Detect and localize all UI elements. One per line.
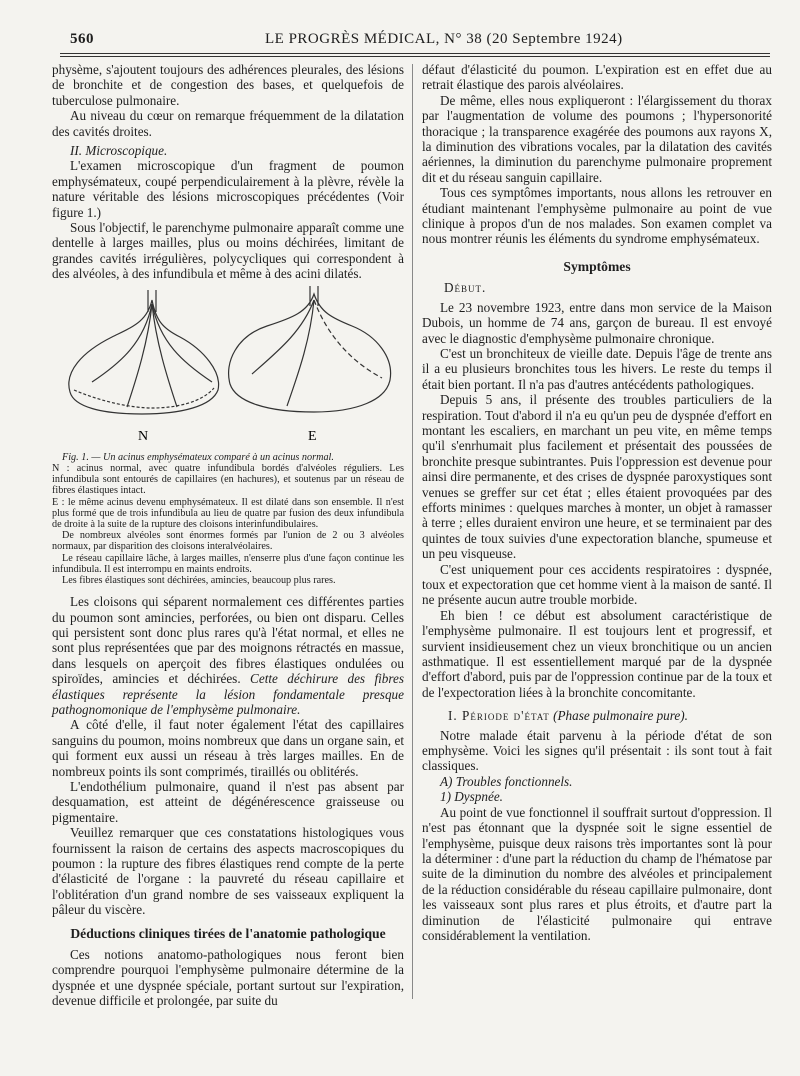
right-column	[422, 62, 772, 943]
paragraph: A côté d'elle, il faut noter également l'état des capillaires sanguins du poumon, moins nombreux que dans un organe sain, et qui forment eux aussi un réseau à très larges mailles. En de nombreux points ils sont comprimés, tiraillés ou oblitérés.	[52, 717, 404, 779]
emphysematous-acinus-drawing	[229, 286, 391, 412]
paragraph: Ces notions anatomo-pathologiques nous feront bien comprendre pourquoi l'emphysème pulmonaire détermine de la dyspnée et une dyspnée spéciale, portant surtout sur l'expiration, devenue difficile et prolongée, par suite du	[52, 947, 404, 1009]
paragraph: Eh bien ! ce début est absolument caractéristique de l'emphysème pulmonaire. Il est toujours lent et progressif, et survient insidieusement chez un vieux bronchitique ou un ancien asthmatique. Il est essentiellement marqué par de la dyspnée d'effort d'abord, puis par de l'oppression continue par de la toux et de l'expectoration liées à la bronchite concomitante.	[422, 607, 772, 700]
subheading-troubles: A) Troubles fonctionnels.	[440, 773, 573, 789]
paragraph: Le 23 novembre 1923, entre dans mon service de la Maison Dubois, un homme de 74 ans, garçon de bureau. Il est envoyé avec le diagnostic d'emphysème pulmonaire chronique.	[422, 299, 772, 346]
journal-title: LE PROGRÈS MÉDICAL, N° 38 (20 Septembre 1924)	[265, 31, 623, 47]
paragraph: défaut d'élasticité du poumon. L'expiration est en effet due au retrait élastique des parois alvéolaires.	[422, 62, 772, 93]
caption-e: E : le même acinus devenu emphysémateux. Il est dilaté dans son ensemble. Il n'est plus formé que de trois infundibula au lieu de quatre par fusion des deux infundibula de droite à la suite de la rupture des cloisons interinfundibulaires.	[52, 496, 404, 530]
paragraph: Tous ces symptômes importants, nous allons les retrouver en étudiant maintenant l'emphysème pulmonaire au point de vue clinique à propos d'un de nos malades. Son examen complet va nous montrer réunis les éléments du syndrome emphysémateux.	[422, 185, 772, 247]
figure-label-n: N	[138, 428, 149, 444]
emphasis-text: Cette déchirure des fibres élastiques représente la lésion fondamentale presque pathognomonique de l'emphysème pulmonaire.	[52, 671, 405, 717]
normal-acinus-drawing	[69, 290, 219, 414]
paragraph: Veuillez remarquer que ces constatations histologiques vous fournissent la raison de certains des aspects macroscopiques du poumon : la rupture des fibres élastiques rend compte de la perte d'élasticité de l'organe : la pauvreté du réseau capillaire et l'oblitération d'un grand nombre de ses vaisseaux expliquent la pâleur du viscère.	[52, 825, 404, 918]
paragraph: C'est uniquement pour ces accidents respiratoires : dyspnée, toux et expectoration que cet homme vient à la maison de santé. Il ne présente aucun autre trouble morbide.	[422, 561, 772, 608]
paragraph: physème, s'ajoutent toujours des adhérences pleurales, des lésions de bronchite et de congestion des bases, et quelquefois de tuberculose pulmonaire.	[52, 62, 404, 108]
subheading-debut: Début.	[444, 280, 487, 296]
caption-detail: De nombreux alvéoles sont énormes formés par l'union de 2 ou 3 alvéoles normaux, par disparition des cloisons interalvéolaires.	[52, 530, 404, 553]
paragraph: C'est un bronchiteux de vieille date. Depuis l'âge de trente ans il a eu plusieurs bronchites tous les hivers. Le reste du temps il était bien portant. Il n'a pas d'autres antécédents pathologiques.	[422, 345, 772, 392]
page-header	[60, 28, 770, 50]
caption-detail: Les fibres élastiques sont déchirées, amincies, beaucoup plus rares.	[62, 574, 336, 586]
figure-acinus	[52, 282, 404, 452]
page-number: 560	[70, 31, 94, 47]
header-rule-double	[60, 56, 770, 57]
figure-label-e: E	[308, 428, 317, 444]
paragraph: De même, elles nous expliqueront : l'élargissement du thorax par l'augmentation de volume des poumons ; l'hypersonorité thoracique ; la transparence exagérée des poumons aux rayons X, la diminution des vibrations vocales, par la dilatation des cavités aériennes, la diminution du parenchyme pulmonaire proprement dit et du réseau sanguin capillaire.	[422, 92, 772, 185]
caption-n: N : acinus normal, avec quatre infundibula bordés d'alvéoles réguliers. Les infundibula sont entourés de capillaires (en hachures), et soutenus par un réseau de fibres élastiques intact.	[52, 462, 404, 497]
paragraph: Notre malade était parvenu à la période d'état de son emphysème. Voici les signes qu'il présentait : ils sont tout à fait classiques.	[422, 727, 772, 774]
left-column	[52, 62, 404, 1009]
figure-caption	[52, 452, 404, 586]
header-rule	[60, 53, 770, 54]
section-heading-symptomes: Symptômes	[563, 258, 631, 274]
section-heading: II. Microscopique.	[70, 143, 168, 159]
paragraph: Au point de vue fonctionnel il souffrait surtout d'oppression. Il n'est pas étonnant que la dyspnée soit le signe essentiel de l'emphysème, puisque deux raisons très importantes sont là pour la déterminer : d'une part la réduction du champ de l'hématose par suite de la diminution du nombre des alvéoles et principalement de la réduction considérable du réseau capillaire pulmonaire, dont les vaisseaux sont plus rares et plus étroits, et d'autre part la diminution de l'élasticité pulmonaire qui entrave considérablement la ventilation.	[422, 804, 772, 943]
paragraph: L'endothélium pulmonaire, quand il n'est pas absent par desquamation, est atteint de dégénérescence graisseuse ou pigmentaire.	[52, 779, 404, 825]
section-heading-deductions: Déductions cliniques tirées de l'anatomie pathologique	[70, 925, 386, 941]
paragraph: L'examen microscopique d'un fragment de poumon emphysémateux, coupé perpendiculairement à la plèvre, révèle la nature véritable des lésions microscopiques précédentes (Voir figure 1.)	[52, 158, 404, 220]
caption-detail: Le réseau capillaire lâche, à larges mailles, n'enserre plus d'une façon continue les infundibula. Il est interrompu en maints endroits.	[52, 552, 404, 575]
paragraph: Sous l'objectif, le parenchyme pulmonaire apparaît comme une dentelle à larges mailles, plus ou moins déchirées, limitant de grandes cavités irrégulières, polycycliques qui correspondent à des alvéoles, à des infundibula et même à des acini dilatés.	[52, 220, 404, 282]
acinus-illustration	[52, 282, 404, 452]
subheading-dyspnee: 1) Dyspnée.	[440, 789, 503, 805]
paragraph: Depuis 5 ans, il présente des troubles particuliers de la respiration. Tout d'abord il n'a eu qu'un peu de dyspnée d'effort en montant les escaliers, en marchant un peu vite, en même temps qu'il s'enrhumait plus facilement et présentait des poussées de bronchite presque subintrantes. Puis l'oppression est devenue pour ainsi dire permanente, et des crises de dyspnée paroxystiques sont venues se greffer sur cet état ; elles étaient provoquées par des efforts minimes : quelques marches à monter, un objet à ramasser à terre ; elles duraient environ une heure, et se terminaient par des quintes de toux suivies d'une expectoration blanche, spumeuse et un peu visqueuse.	[422, 392, 772, 562]
paragraph: Au niveau du cœur on remarque fréquemment de la dilatation des cavités droites.	[52, 108, 404, 139]
column-divider	[412, 64, 413, 999]
subheading-periode: I. Période d'état (Phase pulmonaire pure).	[448, 708, 688, 724]
paragraph: Les cloisons qui séparent normalement ces différentes parties du poumon sont amincies, perforées, ou bien ont disparu. Celles qui persistent sont donc plus rares qu'à l'état normal, et elles ne sont plus représentées que par des moignons rétractés en massue, dans lesquels on aperçoit des fibres élastiques ondulées ou spiroïdes, amincies et déchirées. Cette déchirure des fibres élastiques représente la lésion fondamentale presque pathognomonique de l'emphysème pulmonaire.	[52, 594, 405, 717]
caption-title: Fig. 1. — Un acinus emphysémateux comparé à un acinus normal.	[62, 451, 334, 463]
